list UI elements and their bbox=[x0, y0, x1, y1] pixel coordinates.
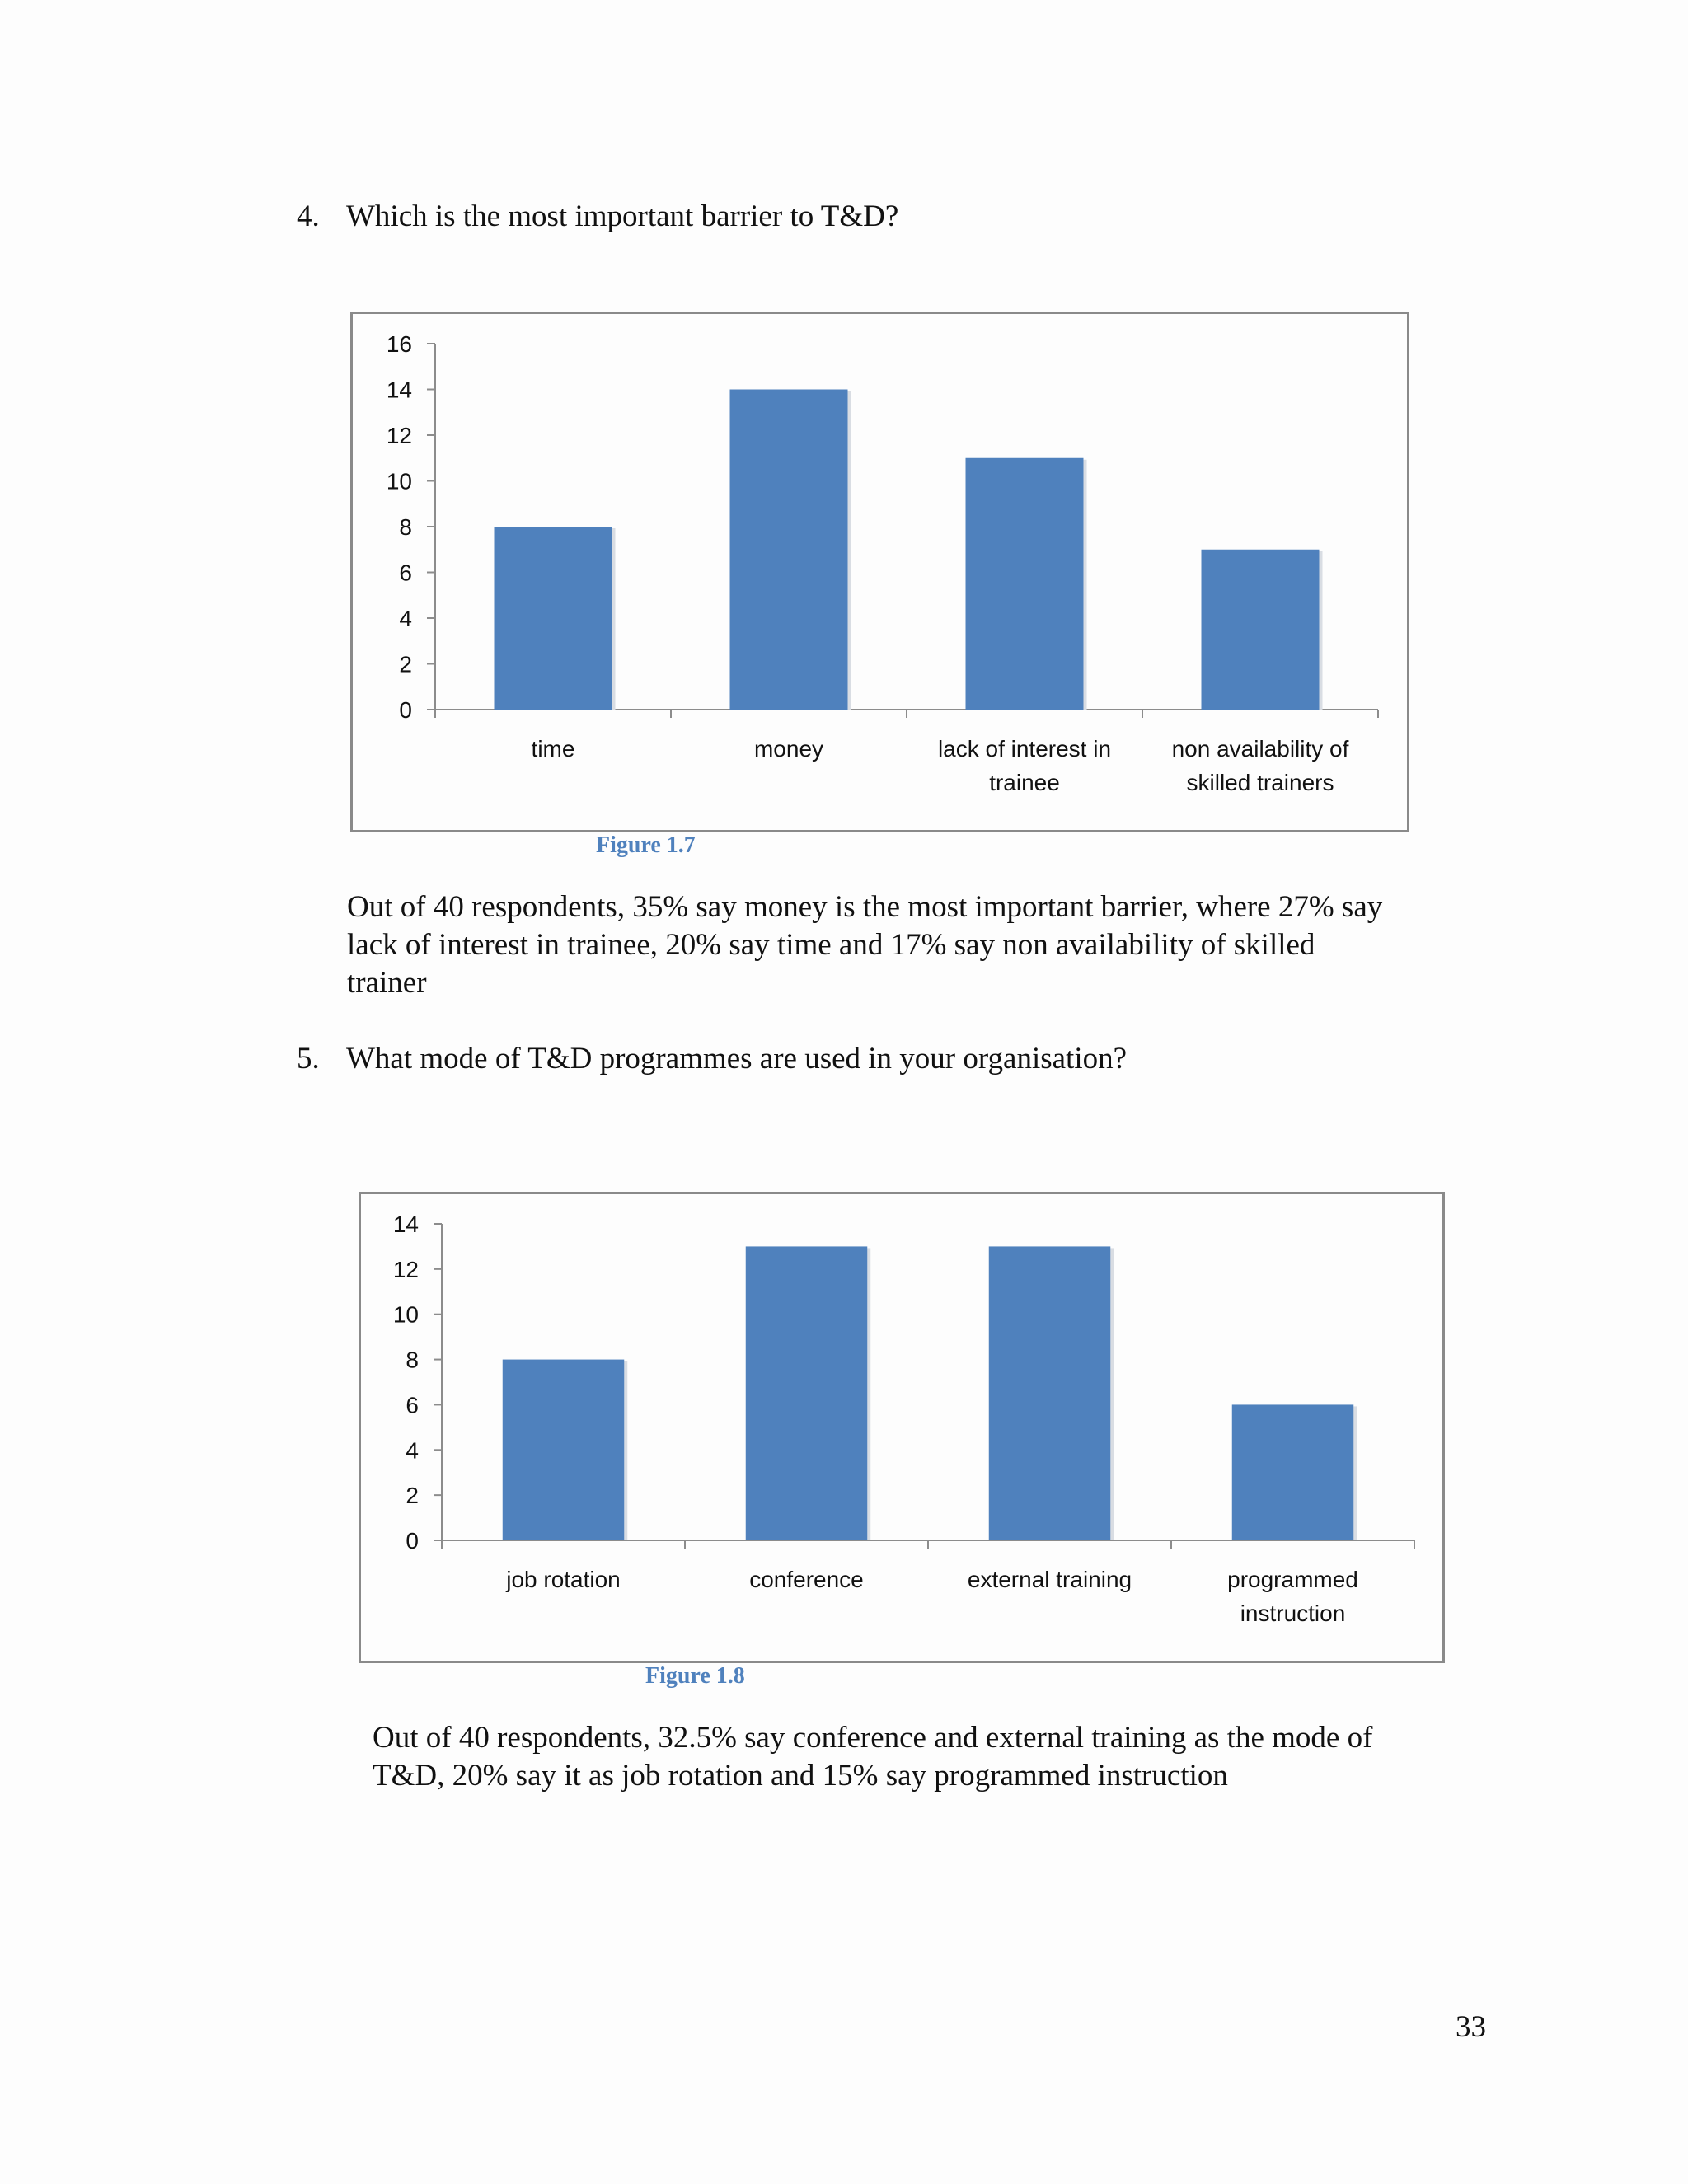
bar-chart-modes bbox=[361, 1194, 1442, 1661]
y-tick-label: 4 bbox=[406, 1437, 419, 1464]
bar bbox=[495, 527, 612, 710]
x-category-label-line: time bbox=[531, 736, 575, 762]
y-tick-label: 6 bbox=[399, 560, 412, 586]
x-category-label-line: conference bbox=[749, 1567, 864, 1592]
y-tick-label: 4 bbox=[399, 606, 412, 631]
bar bbox=[966, 458, 1084, 710]
x-category-label bbox=[749, 1567, 864, 1592]
x-category-label bbox=[532, 736, 575, 762]
y-tick-label: 0 bbox=[406, 1528, 419, 1554]
y-tick-label: 16 bbox=[386, 331, 412, 357]
y-tick-label: 14 bbox=[392, 1212, 419, 1237]
figure-caption-1-7: Figure 1.7 bbox=[596, 832, 696, 858]
paragraph-line: trainer bbox=[347, 966, 427, 1000]
y-tick-label: 6 bbox=[406, 1392, 419, 1418]
x-category-label-line: lack of interest in bbox=[937, 736, 1112, 762]
x-category-label bbox=[938, 736, 1111, 795]
paragraph-line: Out of 40 respondents, 32.5% say conference and external training as the mode of bbox=[373, 1721, 1373, 1755]
x-category-label-line: external training bbox=[967, 1567, 1132, 1592]
x-category-label bbox=[1227, 1567, 1358, 1626]
x-category-label bbox=[968, 1567, 1132, 1592]
paragraph-line: T&D, 20% say it as job rotation and 15% say programmed instruction bbox=[373, 1759, 1228, 1793]
x-category-label-line: skilled trainers bbox=[1186, 770, 1334, 795]
bar-chart-barriers bbox=[353, 314, 1407, 830]
bar bbox=[1202, 550, 1320, 710]
question-text: What mode of T&D programmes are used in your organisation? bbox=[346, 1042, 1128, 1076]
y-tick-label: 14 bbox=[386, 377, 412, 403]
bar bbox=[746, 1246, 868, 1540]
bar bbox=[503, 1360, 625, 1540]
x-category-label bbox=[1172, 736, 1349, 795]
x-category-label-line: non availability of bbox=[1171, 736, 1349, 762]
x-category-label-line: instruction bbox=[1240, 1601, 1346, 1626]
y-tick-label: 12 bbox=[386, 423, 412, 448]
y-tick-label: 10 bbox=[386, 468, 412, 494]
x-category-label-line: programmed bbox=[1227, 1567, 1358, 1592]
y-tick-label: 2 bbox=[399, 651, 412, 677]
question-number: 5. bbox=[297, 1042, 320, 1076]
x-category-label-line: trainee bbox=[989, 770, 1060, 795]
bar bbox=[1232, 1404, 1354, 1540]
chart-figure-1-7 bbox=[350, 312, 1409, 832]
bar bbox=[989, 1246, 1111, 1540]
y-tick-label: 10 bbox=[392, 1301, 419, 1328]
y-tick-label: 2 bbox=[406, 1483, 419, 1509]
figure-caption-1-8: Figure 1.8 bbox=[645, 1663, 745, 1689]
paragraph-modes bbox=[373, 1719, 1372, 1795]
paragraph-line: lack of interest in trainee, 20% say time and 17% say non availability of skilled bbox=[347, 928, 1315, 962]
page-number: 33 bbox=[1456, 2010, 1486, 2044]
x-category-label bbox=[505, 1567, 621, 1592]
paragraph-line: Out of 40 respondents, 35% say money is the most important barrier, where 27% say bbox=[347, 890, 1383, 924]
y-tick-label: 0 bbox=[399, 697, 412, 723]
bar bbox=[730, 390, 848, 710]
x-category-label-line: money bbox=[753, 736, 824, 762]
paragraph-barriers bbox=[347, 888, 1382, 1002]
question-number: 4. bbox=[297, 199, 320, 233]
question-text: Which is the most important barrier to T&D? bbox=[346, 199, 899, 233]
x-category-label-line: job rotation bbox=[506, 1567, 621, 1592]
x-category-label bbox=[754, 736, 823, 762]
y-tick-label: 12 bbox=[392, 1256, 419, 1282]
chart-figure-1-8 bbox=[359, 1192, 1445, 1663]
y-tick-label: 8 bbox=[406, 1347, 419, 1373]
y-tick-label: 8 bbox=[399, 514, 412, 540]
